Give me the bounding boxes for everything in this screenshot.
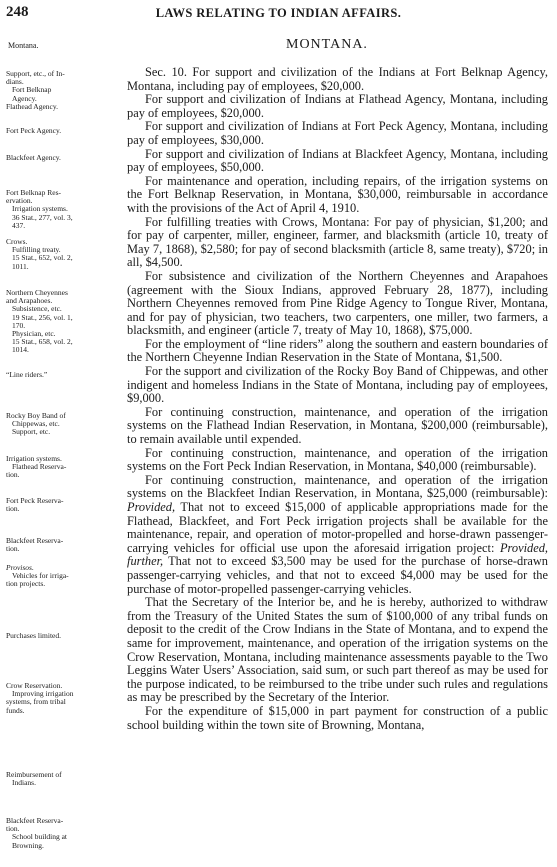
margin-note bbox=[6, 371, 121, 379]
margin-note-line: Blackfeet Reserva- bbox=[6, 536, 64, 545]
margin-note-line: 1014. bbox=[12, 345, 29, 355]
margin-note-line: Crow Reservation. bbox=[6, 681, 63, 690]
margin-note-line: Agency. bbox=[12, 93, 37, 103]
proviso-further-label: Provided, further, bbox=[127, 540, 548, 569]
margin-note-line: 19 Stat., 256, vol. 1, bbox=[12, 312, 73, 322]
margin-note-line: ervation. bbox=[6, 196, 33, 206]
margin-note-line: Support, etc. bbox=[12, 427, 51, 437]
margin-note-line: Crows. bbox=[6, 237, 28, 246]
paragraph: For the expenditure of $15,000 in part payment for construction of a public school building within the town site of Browning, Montana, bbox=[127, 703, 548, 732]
margin-note-line: systems, from tribal bbox=[6, 697, 66, 707]
margin-note-line: 437. bbox=[12, 220, 26, 230]
margin-notes bbox=[0, 0, 121, 867]
margin-note-line: Northern Cheyennes bbox=[6, 288, 68, 297]
margin-note-line: Vehicles for irriga- bbox=[12, 571, 69, 581]
margin-note-line: tion. bbox=[6, 544, 20, 554]
margin-note-line: tion. bbox=[6, 824, 20, 834]
margin-note-line: Rocky Boy Band of bbox=[6, 411, 66, 420]
margin-note bbox=[6, 154, 121, 162]
proviso-text: That not to exceed $15,000 of applicable appropriations made for the Flathead, Blackfeet, and Fort Peck irrigation projects shall be available for the maintenance, repair, and operation of motor-propelled and horse-drawn passenger-carrying vehicles for official use upon the aforesaid irrigation project: bbox=[127, 500, 549, 555]
margin-note bbox=[6, 632, 121, 640]
paragraph: For support and civilization of Indians at Blackfeet Agency, Montana, including pay of employees, $50,000. bbox=[127, 146, 548, 175]
state-margin-label: Montana. bbox=[8, 41, 39, 50]
paragraph: For subsistence and civilization of the Northern Cheyennes and Arapahoes (agreement with the Sioux Indians, approved February 28, 1877), including Northern Cheyennes removed from Pine Ridge Agency to Tongue River, Montana, and for pay of physician, two teachers, two carpenters, one miller, two farmers, a blacksmith, and engineer (article 7, treaty of May 10, 1868), $75,000. bbox=[127, 268, 548, 338]
paragraph: For the employment of “line riders” along the southern and eastern boundaries of the Northern Cheyenne Indian Reservation in the State of Montana, $1,500. bbox=[127, 336, 548, 365]
margin-note bbox=[6, 537, 121, 553]
margin-note-line: Reimbursement of bbox=[6, 770, 62, 779]
paragraph: For fulfilling treaties with Crows, Montana: For pay of physician, $1,200; and for pay of carpenter, miller, engineer, farmer, and blacksmith (article 10, treaty of May 7, 1868), $2,580; for pay of second blacksmith (article 8, same treaty), $720; in all, $4,500. bbox=[127, 214, 548, 270]
margin-note-line: Purchases limited. bbox=[6, 631, 61, 640]
margin-note bbox=[6, 682, 121, 715]
margin-note bbox=[6, 412, 121, 437]
margin-note-line: Blackfeet Reserva- bbox=[6, 816, 64, 825]
margin-note-line: Fort Peck Reserva- bbox=[6, 496, 64, 505]
margin-note bbox=[6, 70, 121, 103]
margin-note-line: Improving irrigation bbox=[12, 689, 74, 699]
margin-note bbox=[6, 238, 121, 271]
margin-note bbox=[6, 497, 121, 513]
margin-note-line: tion projects. bbox=[6, 579, 46, 589]
margin-note bbox=[6, 455, 121, 480]
proviso-further-text: That not to exceed $3,500 may be used for the purchase of horse-drawn passenger-carrying vehicles, and that not to exceed $4,000 may be used for the purchase of motor-propelled passenger-carrying vehicles. bbox=[127, 554, 549, 596]
margin-note-line: Fort Belknap Res- bbox=[6, 188, 61, 197]
paragraph: For continuing construction, maintenance, and operation of the irrigation systems on the Fort Peck Indian Reservation, in Montana, $40,000 (reimbursable). bbox=[127, 445, 548, 474]
paragraph: For the support and civilization of the Rocky Boy Band of Chippewas, and other indigent and homeless Indians in the State of Montana, including pay of employees, $9,000. bbox=[127, 364, 548, 406]
body-text bbox=[127, 66, 548, 732]
margin-note bbox=[6, 103, 121, 111]
margin-note-line: Blackfeet Agency. bbox=[6, 153, 61, 162]
margin-note-line: tion. bbox=[6, 470, 20, 480]
margin-note-line: Provisos. bbox=[6, 563, 34, 572]
paragraph-text: For continuing construction, maintenance, and operation of the irrigation systems on the Blackfeet Indian Reservation, in Montana, $25,000 (reimbursable): bbox=[127, 472, 548, 501]
margin-note bbox=[6, 817, 121, 850]
margin-note-line: Flathead Agency. bbox=[6, 102, 58, 111]
paragraph: Sec. 10. For support and civilization of the Indians at Fort Belknap Agency, Montana, including pay of employees, $20,000. bbox=[127, 65, 548, 93]
margin-note-line: Fort Peck Agency. bbox=[6, 126, 62, 135]
margin-note-line: Support, etc., of In- bbox=[6, 69, 65, 78]
margin-note-line: and Arapahoes. bbox=[6, 296, 53, 306]
margin-note-line: 15 Stat., 658, vol. 2, bbox=[12, 337, 73, 347]
margin-note bbox=[6, 289, 121, 355]
page-number: 248 bbox=[6, 4, 29, 20]
margin-note-line: Irrigation systems. bbox=[6, 454, 62, 463]
margin-note-line: Flathead Reserva- bbox=[12, 462, 67, 472]
paragraph: For maintenance and operation, including repairs, of the irrigation systems on the Fort Belknap Reservation, in Montana, $30,000, reimbursable in accordance with the provisions of the Act of April 4, 1910. bbox=[127, 173, 548, 215]
margin-note-line: Browning. bbox=[12, 840, 44, 850]
paragraph: That the Secretary of the Interior be, and he is hereby, authorized to withdraw from the Treasury of the United States the sum of $100,000 of any tribal funds on deposit to the credit of the Crow Indians in the State of Montana, and to expend the same for improvement, maintenance, and operation of the irrigation systems on the Crow Reservation, Montana, including maintenance assessments payable to the Two Leggins Water Users’ Association, said sum, or such part thereof as may be used for the purpose indicated, to be reimbursed to the tribe under such rules and regulations as may be prescribed by the Secretary of the Interior. bbox=[127, 595, 548, 705]
margin-note-line: Fort Belknap bbox=[12, 85, 52, 95]
margin-note bbox=[6, 771, 121, 787]
margin-note-line: 36 Stat., 277, vol. 3, bbox=[12, 212, 73, 222]
margin-note-line: Indians. bbox=[12, 778, 36, 788]
margin-note-line: dians. bbox=[6, 77, 24, 87]
margin-note-line: Physician, etc. bbox=[12, 329, 56, 339]
page-title: LAWS RELATING TO INDIAN AFFAIRS. bbox=[155, 6, 402, 20]
margin-note-line: tion. bbox=[6, 504, 20, 514]
paragraph: For support and civilization of Indians at Flathead Agency, Montana, including pay of employees, $20,000. bbox=[127, 92, 548, 120]
margin-note-line: 1011. bbox=[12, 261, 29, 271]
paragraph-with-provisos bbox=[127, 474, 548, 596]
paragraph: For support and civilization of Indians at Fort Peck Agency, Montana, including pay of employees, $30,000. bbox=[127, 119, 548, 147]
margin-note-line: 170. bbox=[12, 320, 26, 330]
paragraph: For continuing construction, maintenance, and operation of the irrigation systems on the Flathead Indian Reservation, in Montana, $200,000 (reimbursable), to remain available until expended. bbox=[127, 404, 548, 447]
margin-note-line: Chippewas, etc. bbox=[12, 419, 60, 429]
proviso-label: Provided, bbox=[127, 500, 176, 514]
margin-note-line: Subsistence, etc. bbox=[12, 304, 62, 314]
margin-note-line: 15 Stat., 652, vol. 2, bbox=[12, 253, 73, 263]
margin-note bbox=[6, 564, 121, 589]
margin-note-line: School building at bbox=[12, 832, 67, 842]
margin-note bbox=[6, 127, 121, 135]
margin-note-line: Irrigation systems. bbox=[12, 204, 68, 214]
state-title: MONTANA. bbox=[286, 37, 368, 52]
margin-note bbox=[6, 189, 121, 230]
margin-note-line: “Line riders.” bbox=[6, 370, 48, 379]
margin-note-line: funds. bbox=[6, 705, 25, 715]
margin-note-line: Fulfilling treaty. bbox=[12, 245, 61, 255]
